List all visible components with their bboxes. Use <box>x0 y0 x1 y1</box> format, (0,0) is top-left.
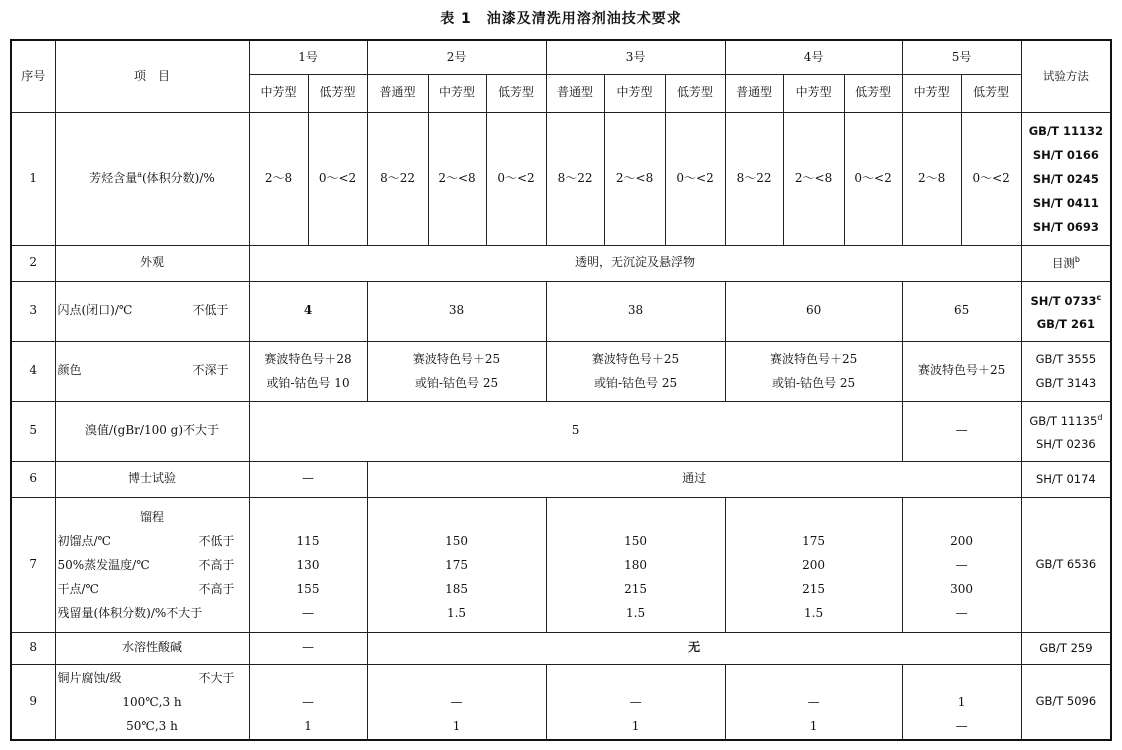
table-row <box>11 632 1111 664</box>
row-seq: 8 <box>11 632 55 664</box>
value-cell: 0～<2 <box>665 112 725 245</box>
footnote-marker: d <box>1097 412 1103 422</box>
header-method: 试验方法 <box>1021 40 1111 112</box>
header-grade-1: 1号 <box>249 40 367 74</box>
table-row <box>11 341 1111 401</box>
header-grade-2: 2号 <box>367 40 546 74</box>
method-cell <box>1021 112 1111 245</box>
value-cell: 赛波特色号＋25 <box>902 341 1021 401</box>
method-cell: SH/T 0174 <box>1021 461 1111 497</box>
method-line: SH/T 0411 <box>1032 195 1099 210</box>
type-low: 低芳型 <box>961 74 1021 112</box>
value-line: 300 <box>950 581 974 596</box>
sub-label: 100℃,3 h <box>122 694 182 709</box>
value-cell: 38 <box>546 281 725 341</box>
row-item: 水溶性酸碱 <box>55 632 249 664</box>
value-line: 200 <box>802 557 826 572</box>
value-line: 175 <box>445 557 468 572</box>
method-cell: GB/T 5096 <box>1021 664 1111 740</box>
value-line: — <box>955 557 968 572</box>
row-item <box>55 664 249 740</box>
value-line: 或铂-钴色号 25 <box>593 376 678 390</box>
sub-label: 残留量(体积分数)/%不大于 <box>57 605 203 620</box>
value-cell <box>249 497 367 632</box>
method-line: SH/T 0693 <box>1032 219 1099 234</box>
value-cell: 通过 <box>367 461 1021 497</box>
value-line: 215 <box>802 581 826 596</box>
item-qualifier: 不高于 <box>198 557 235 572</box>
value-cell: 0～<2 <box>486 112 546 245</box>
item-qualifier: 不低于 <box>198 533 235 548</box>
row-seq: 9 <box>11 664 55 740</box>
method-line: SH/T 0245 <box>1032 171 1099 186</box>
method-line: GB/T 3555 <box>1035 352 1097 366</box>
header-item: 项 目 <box>55 40 249 112</box>
method-line: GB/T 3143 <box>1035 376 1097 390</box>
value-line: — <box>302 694 314 709</box>
value-cell: — <box>902 401 1021 461</box>
value-cell <box>367 664 546 740</box>
value-cell <box>367 497 546 632</box>
item-label: 闪点(闭口)/℃ <box>57 303 133 318</box>
value-cell: 8～22 <box>725 112 783 245</box>
value-cell <box>367 341 546 401</box>
table-title: 表 1 油漆及清洗用溶剂油技术要求 <box>440 11 682 27</box>
type-normal: 普通型 <box>546 74 604 112</box>
value-line: — <box>629 694 642 709</box>
value-line: 1 <box>809 718 818 733</box>
value-line: 200 <box>950 533 974 548</box>
value-cell: 4 <box>249 281 367 341</box>
value-line: — <box>302 605 314 620</box>
value-line: 1 <box>452 718 461 733</box>
type-normal: 普通型 <box>367 74 428 112</box>
footnote-marker: a <box>137 170 142 180</box>
row-seq: 2 <box>11 245 55 281</box>
header-grade-5: 5号 <box>902 40 1021 74</box>
value-line: 180 <box>624 557 648 572</box>
type-low: 低芳型 <box>308 74 367 112</box>
row-seq: 6 <box>11 461 55 497</box>
method-cell: GB/T 6536 <box>1021 497 1111 632</box>
header-row-grades <box>11 40 1111 74</box>
item-label-suffix: (体积分数)/% <box>141 171 215 186</box>
value-cell: 2～8 <box>902 112 961 245</box>
value-cell <box>249 664 367 740</box>
row-item: 博士试验 <box>55 461 249 497</box>
method-line: SH/T 0733 <box>1030 293 1097 308</box>
item-qualifier: 不大于 <box>198 670 235 685</box>
table-row <box>11 664 1111 740</box>
table-row <box>11 112 1111 245</box>
row-seq: 7 <box>11 497 55 632</box>
value-line: 1 <box>304 718 312 733</box>
value-cell: 8～22 <box>546 112 604 245</box>
type-mid: 中芳型 <box>604 74 665 112</box>
value-line: 155 <box>296 581 320 596</box>
value-cell <box>902 497 1021 632</box>
value-line: 1.5 <box>446 605 467 620</box>
value-cell <box>546 664 725 740</box>
type-normal: 普通型 <box>725 74 783 112</box>
value-line: 150 <box>445 533 468 548</box>
sub-label: 50℃,3 h <box>126 718 178 733</box>
table-row <box>11 245 1111 281</box>
method-cell <box>1021 341 1111 401</box>
value-line: 150 <box>624 533 648 548</box>
type-mid: 中芳型 <box>428 74 486 112</box>
value-cell <box>249 341 367 401</box>
type-low: 低芳型 <box>665 74 725 112</box>
item-label: 颜色 <box>57 363 82 378</box>
value-line: — <box>955 605 968 620</box>
value-cell: 2～8 <box>249 112 308 245</box>
value-cell <box>725 497 902 632</box>
method-cell <box>1021 245 1111 281</box>
value-line: 175 <box>802 533 826 548</box>
value-line: 215 <box>624 581 648 596</box>
row-item <box>55 341 249 401</box>
item-label: 馏程 <box>139 509 164 524</box>
item-qualifier: 不低于 <box>192 303 229 318</box>
value-cell: 透明，无沉淀及悬浮物 <box>249 245 1021 281</box>
row-item <box>55 497 249 632</box>
row-item <box>55 281 249 341</box>
header-grade-4: 4号 <box>725 40 902 74</box>
row-seq: 1 <box>11 112 55 245</box>
value-line: 赛波特色号＋25 <box>412 352 501 366</box>
value-cell <box>725 341 902 401</box>
value-line: 185 <box>445 581 468 596</box>
table-row <box>11 497 1111 632</box>
value-line: 1.5 <box>626 605 646 620</box>
value-cell: 2～<8 <box>783 112 844 245</box>
value-cell: 38 <box>367 281 546 341</box>
footnote-marker: b <box>1074 255 1080 265</box>
value-line: 赛波特色号＋25 <box>591 352 680 366</box>
value-line: — <box>450 694 463 709</box>
value-cell: 5 <box>249 401 902 461</box>
value-cell: 0～<2 <box>844 112 902 245</box>
value-cell: 8～22 <box>367 112 428 245</box>
header-seq: 序号 <box>11 40 55 112</box>
type-low: 低芳型 <box>486 74 546 112</box>
item-label: 芳烃含量 <box>89 171 138 186</box>
footnote-marker: c <box>1096 292 1102 302</box>
value-line: 115 <box>296 533 320 548</box>
item-label: 铜片腐蚀/级 <box>57 670 122 685</box>
value-cell: — <box>249 461 367 497</box>
row-item <box>55 112 249 245</box>
value-line: 130 <box>296 557 320 572</box>
value-cell: 无 <box>367 632 1021 664</box>
sub-label: 初馏点/℃ <box>57 533 111 548</box>
value-line: 1 <box>631 718 640 733</box>
item-qualifier: 不深于 <box>192 363 229 378</box>
method-line: GB/T 11135 <box>1029 413 1098 428</box>
sub-label: 干点/℃ <box>57 581 99 596</box>
value-line: 赛波特色号＋28 <box>264 352 352 366</box>
value-cell: 2～<8 <box>428 112 486 245</box>
value-line: 1.5 <box>804 605 824 620</box>
table-row <box>11 281 1111 341</box>
value-line: 或铂-钴色号 25 <box>414 376 499 390</box>
method-cell <box>1021 401 1111 461</box>
row-seq: 4 <box>11 341 55 401</box>
value-cell: 65 <box>902 281 1021 341</box>
sub-label: 50%蒸发温度/℃ <box>57 557 150 572</box>
value-cell: 0～<2 <box>308 112 367 245</box>
table-row <box>11 461 1111 497</box>
value-cell <box>546 341 725 401</box>
table-row <box>11 401 1111 461</box>
type-mid: 中芳型 <box>902 74 961 112</box>
value-line: — <box>807 694 820 709</box>
type-low: 低芳型 <box>844 74 902 112</box>
type-mid: 中芳型 <box>249 74 308 112</box>
row-seq: 5 <box>11 401 55 461</box>
method-cell <box>1021 281 1111 341</box>
item-qualifier: 不高于 <box>198 581 235 596</box>
value-cell <box>902 664 1021 740</box>
value-cell: — <box>249 632 367 664</box>
value-cell: 0～<2 <box>961 112 1021 245</box>
value-line: 1 <box>957 694 966 709</box>
value-cell <box>546 497 725 632</box>
method-line: GB/T 11132 <box>1028 123 1103 138</box>
value-line: 赛波特色号＋25 <box>769 352 858 366</box>
row-item: 溴值/(gBr/100 g)不大于 <box>55 401 249 461</box>
method-cell: GB/T 259 <box>1021 632 1111 664</box>
method-line: SH/T 0166 <box>1032 147 1099 162</box>
value-cell: 60 <box>725 281 902 341</box>
value-line: 或铂-钴色号 10 <box>266 376 350 390</box>
spec-table <box>10 39 1112 741</box>
row-seq: 3 <box>11 281 55 341</box>
method-line: 目测 <box>1051 256 1075 271</box>
value-cell <box>725 664 902 740</box>
row-item: 外观 <box>55 245 249 281</box>
header-grade-3: 3号 <box>546 40 725 74</box>
value-line: 或铂-钴色号 25 <box>772 376 856 390</box>
method-line: SH/T 0236 <box>1035 437 1096 452</box>
value-line: — <box>955 718 968 733</box>
value-cell: 2～<8 <box>604 112 665 245</box>
method-line: GB/T 261 <box>1036 317 1095 332</box>
type-mid: 中芳型 <box>783 74 844 112</box>
